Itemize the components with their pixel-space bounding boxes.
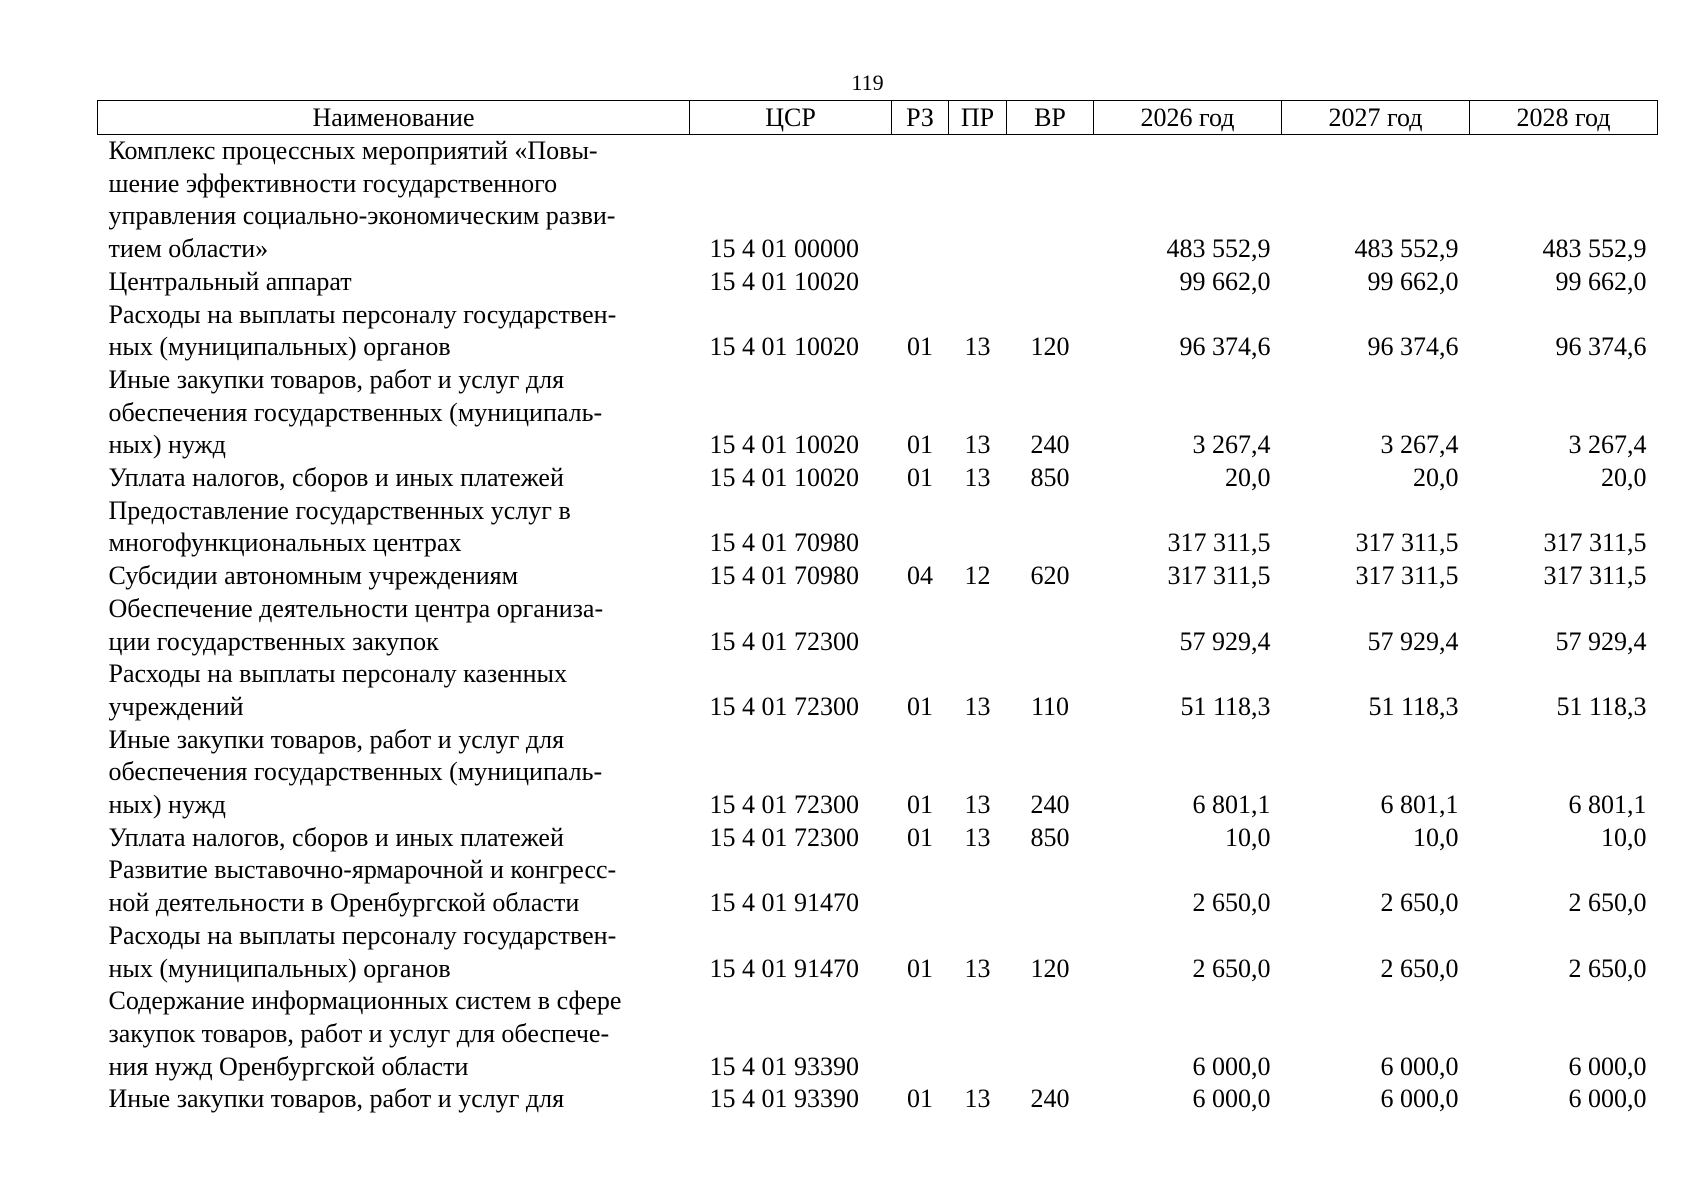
row-name-line: ной деятельности в Оренбургской области	[108, 888, 580, 918]
row-name	[98, 299, 690, 364]
row-rz: 01	[907, 953, 933, 983]
row-rz	[892, 495, 949, 560]
row-value-2028: 483 552,9	[1542, 234, 1647, 264]
table-row	[98, 560, 1658, 593]
row-rz	[892, 985, 949, 1083]
row-csr: 15 4 01 72300	[709, 626, 859, 656]
table-row	[98, 462, 1658, 495]
row-pr: 12	[964, 561, 991, 591]
row-value-2026: 2 650,0	[1192, 888, 1271, 918]
row-name-line: Иные закупки товаров, работ и услуг для	[108, 724, 565, 754]
row-vr	[1007, 135, 1094, 266]
table-row	[98, 299, 1658, 364]
row-pr	[949, 854, 1007, 919]
row-vr: 850	[1030, 463, 1070, 493]
header-name: Наименование	[98, 101, 690, 135]
row-value-2027: 2 650,0	[1380, 953, 1459, 983]
row-value-2026: 317 311,5	[1167, 528, 1271, 558]
row-csr: 15 4 01 91470	[709, 888, 859, 918]
row-value-2028: 57 929,4	[1555, 626, 1647, 656]
row-value-2028: 6 801,1	[1568, 790, 1647, 820]
row-csr: 15 4 01 10020	[709, 430, 859, 460]
row-pr: 13	[964, 430, 991, 460]
header-2027: 2027 год	[1282, 101, 1470, 135]
row-csr: 15 4 01 70980	[709, 561, 859, 591]
row-name-line: ных (муниципальных) органов	[108, 953, 451, 983]
row-name	[98, 822, 690, 855]
row-name-line: многофункциональных центрах	[108, 528, 462, 558]
row-name	[98, 920, 690, 985]
row-name	[98, 462, 690, 495]
table-body	[98, 135, 1658, 1117]
row-name-line: Содержание информационных систем в сфере	[108, 986, 622, 1016]
row-name-line: Иные закупки товаров, работ и услуг для	[108, 364, 565, 394]
row-value-2028: 2 650,0	[1568, 888, 1647, 918]
row-name-line: Субсидии автономным учреждениям	[108, 561, 519, 591]
row-value-2026: 96 374,6	[1179, 332, 1271, 362]
row-rz	[892, 593, 949, 658]
row-name	[98, 593, 690, 658]
row-pr: 13	[964, 953, 991, 983]
row-value-2028: 51 118,3	[1556, 691, 1647, 721]
row-rz	[892, 266, 949, 299]
table-row	[98, 135, 1658, 266]
row-name-line: Центральный аппарат	[108, 266, 352, 296]
header-pr: ПР	[949, 101, 1007, 135]
row-name-line: Расходы на выплаты персоналу казенных	[108, 659, 567, 689]
row-vr: 240	[1030, 430, 1070, 460]
row-value-2028: 317 311,5	[1543, 561, 1647, 591]
row-value-2027: 6 000,0	[1380, 1084, 1459, 1114]
row-value-2028: 6 000,0	[1568, 1051, 1647, 1081]
row-value-2026: 3 267,4	[1192, 430, 1271, 460]
row-value-2027: 317 311,5	[1355, 528, 1459, 558]
row-name-line: ных) нужд	[108, 790, 226, 820]
row-vr	[1007, 266, 1094, 299]
row-name-line: Уплата налогов, сборов и иных платежей	[108, 463, 564, 493]
row-name-line: Комплекс процессных мероприятий «Повы-	[108, 136, 598, 165]
row-csr: 15 4 01 10020	[709, 332, 859, 362]
row-name	[98, 495, 690, 560]
row-value-2026: 6 000,0	[1192, 1084, 1271, 1114]
row-name-line: управления социально-экономическим разви-	[108, 201, 616, 231]
row-pr: 13	[964, 691, 991, 721]
row-name-line: тием области»	[108, 234, 269, 264]
row-name-line: Иные закупки товаров, работ и услуг для	[108, 1084, 565, 1114]
row-name	[98, 1083, 690, 1116]
row-name	[98, 985, 690, 1083]
row-csr: 15 4 01 10020	[709, 463, 859, 493]
table-row	[98, 266, 1658, 299]
row-pr: 13	[964, 463, 991, 493]
row-value-2026: 6 000,0	[1192, 1051, 1271, 1081]
row-value-2027: 51 118,3	[1368, 691, 1459, 721]
header-vr: ВР	[1007, 101, 1094, 135]
header-2028: 2028 год	[1470, 101, 1658, 135]
row-vr: 120	[1030, 332, 1070, 362]
row-pr: 13	[964, 332, 991, 362]
header-row	[98, 101, 1658, 135]
row-value-2026: 10,0	[1225, 822, 1271, 852]
row-value-2027: 6 000,0	[1380, 1051, 1459, 1081]
row-value-2028: 2 650,0	[1568, 953, 1647, 983]
row-vr: 120	[1030, 953, 1070, 983]
row-rz: 01	[907, 430, 933, 460]
row-vr: 240	[1030, 790, 1070, 820]
row-vr: 850	[1030, 822, 1070, 852]
row-value-2027: 6 801,1	[1380, 790, 1459, 820]
row-value-2026: 6 801,1	[1192, 790, 1271, 820]
row-rz: 01	[907, 691, 933, 721]
table-row	[98, 920, 1658, 985]
row-name-line: обеспечения государственных (муниципаль-	[108, 397, 603, 427]
row-rz: 01	[907, 332, 933, 362]
row-rz: 04	[907, 561, 933, 591]
page-number: 119	[851, 70, 884, 95]
row-csr: 15 4 01 72300	[709, 822, 859, 852]
row-value-2026: 51 118,3	[1180, 691, 1271, 721]
row-rz: 01	[907, 822, 933, 852]
row-value-2027: 317 311,5	[1355, 561, 1459, 591]
row-name	[98, 724, 690, 822]
row-value-2026: 20,0	[1225, 463, 1271, 493]
row-name-line: Расходы на выплаты персоналу государствен-	[108, 920, 617, 950]
row-vr: 110	[1030, 691, 1070, 721]
row-value-2028: 10,0	[1601, 822, 1647, 852]
row-rz: 01	[907, 790, 933, 820]
row-value-2027: 2 650,0	[1380, 888, 1459, 918]
row-value-2028: 3 267,4	[1568, 430, 1647, 460]
row-value-2027: 57 929,4	[1367, 626, 1459, 656]
table-row	[98, 985, 1658, 1083]
table-row	[98, 658, 1658, 723]
row-value-2026: 483 552,9	[1166, 234, 1271, 264]
row-name-line: обеспечения государственных (муниципаль-	[108, 757, 603, 787]
row-name	[98, 135, 690, 266]
row-pr	[949, 266, 1007, 299]
row-name	[98, 560, 690, 593]
row-vr	[1007, 593, 1094, 658]
row-vr	[1007, 854, 1094, 919]
row-csr: 15 4 01 91470	[709, 953, 859, 983]
row-csr: 15 4 01 72300	[709, 691, 859, 721]
table-row	[98, 1083, 1658, 1116]
row-value-2028: 20,0	[1601, 463, 1647, 493]
table-row	[98, 854, 1658, 919]
row-value-2026: 57 929,4	[1179, 626, 1271, 656]
row-name-line: ных (муниципальных) органов	[108, 332, 451, 362]
table-row	[98, 495, 1658, 560]
row-name	[98, 364, 690, 462]
row-pr	[949, 495, 1007, 560]
row-value-2027: 483 552,9	[1354, 234, 1459, 264]
row-name-line: Обеспечение деятельности центра организа-	[108, 593, 604, 623]
row-vr	[1007, 495, 1094, 560]
row-pr: 13	[964, 790, 991, 820]
row-value-2027: 99 662,0	[1367, 266, 1459, 296]
row-pr	[949, 593, 1007, 658]
row-csr: 15 4 01 93390	[709, 1084, 859, 1114]
row-value-2026: 99 662,0	[1179, 266, 1271, 296]
header-2026: 2026 год	[1094, 101, 1282, 135]
header-csr: ЦСР	[690, 101, 892, 135]
header-rz: РЗ	[892, 101, 949, 135]
row-name-line: Расходы на выплаты персоналу государствен-	[108, 299, 617, 329]
row-name-line: Развитие выставочно-ярмарочной и конгресс-	[108, 855, 617, 885]
row-value-2028: 317 311,5	[1543, 528, 1647, 558]
row-value-2027: 10,0	[1413, 822, 1459, 852]
row-csr: 15 4 01 93390	[709, 1051, 859, 1081]
row-csr: 15 4 01 70980	[709, 528, 859, 558]
row-name-line: Уплата налогов, сборов и иных платежей	[108, 822, 564, 852]
row-value-2028: 6 000,0	[1568, 1084, 1647, 1114]
row-pr: 13	[964, 822, 991, 852]
row-name-line: ния нужд Оренбургской области	[108, 1051, 469, 1081]
row-name-line: учреждений	[108, 691, 244, 721]
table-row	[98, 593, 1658, 658]
row-rz	[892, 854, 949, 919]
row-name-line: шение эффективности государственного	[108, 168, 558, 198]
row-name-line: ных) нужд	[108, 430, 226, 460]
row-name	[98, 854, 690, 919]
row-vr	[1007, 985, 1094, 1083]
row-pr	[949, 985, 1007, 1083]
row-rz: 01	[907, 1084, 933, 1114]
row-pr: 13	[964, 1084, 991, 1114]
row-rz	[892, 135, 949, 266]
row-name	[98, 658, 690, 723]
row-name-line: ции государственных закупок	[108, 626, 439, 656]
row-csr: 15 4 01 72300	[709, 790, 859, 820]
row-value-2028: 99 662,0	[1555, 266, 1647, 296]
row-pr	[949, 135, 1007, 266]
row-value-2028: 96 374,6	[1555, 332, 1647, 362]
budget-table	[97, 100, 1658, 1116]
row-value-2026: 2 650,0	[1192, 953, 1271, 983]
table-row	[98, 822, 1658, 855]
row-value-2027: 3 267,4	[1380, 430, 1459, 460]
table-row	[98, 364, 1658, 462]
row-value-2027: 96 374,6	[1367, 332, 1459, 362]
row-vr: 240	[1030, 1084, 1070, 1114]
row-name-line: закупок товаров, работ и услуг для обеспече-	[108, 1018, 610, 1048]
row-value-2026: 317 311,5	[1167, 561, 1271, 591]
row-name-line: Предоставление государственных услуг в	[108, 495, 571, 525]
row-vr: 620	[1030, 561, 1070, 591]
row-rz: 01	[907, 463, 933, 493]
table-row	[98, 724, 1658, 822]
row-csr: 15 4 01 10020	[709, 266, 859, 296]
row-csr: 15 4 01 00000	[709, 234, 859, 264]
row-value-2027: 20,0	[1413, 463, 1459, 493]
table-header	[98, 101, 1658, 135]
row-name	[98, 266, 690, 299]
